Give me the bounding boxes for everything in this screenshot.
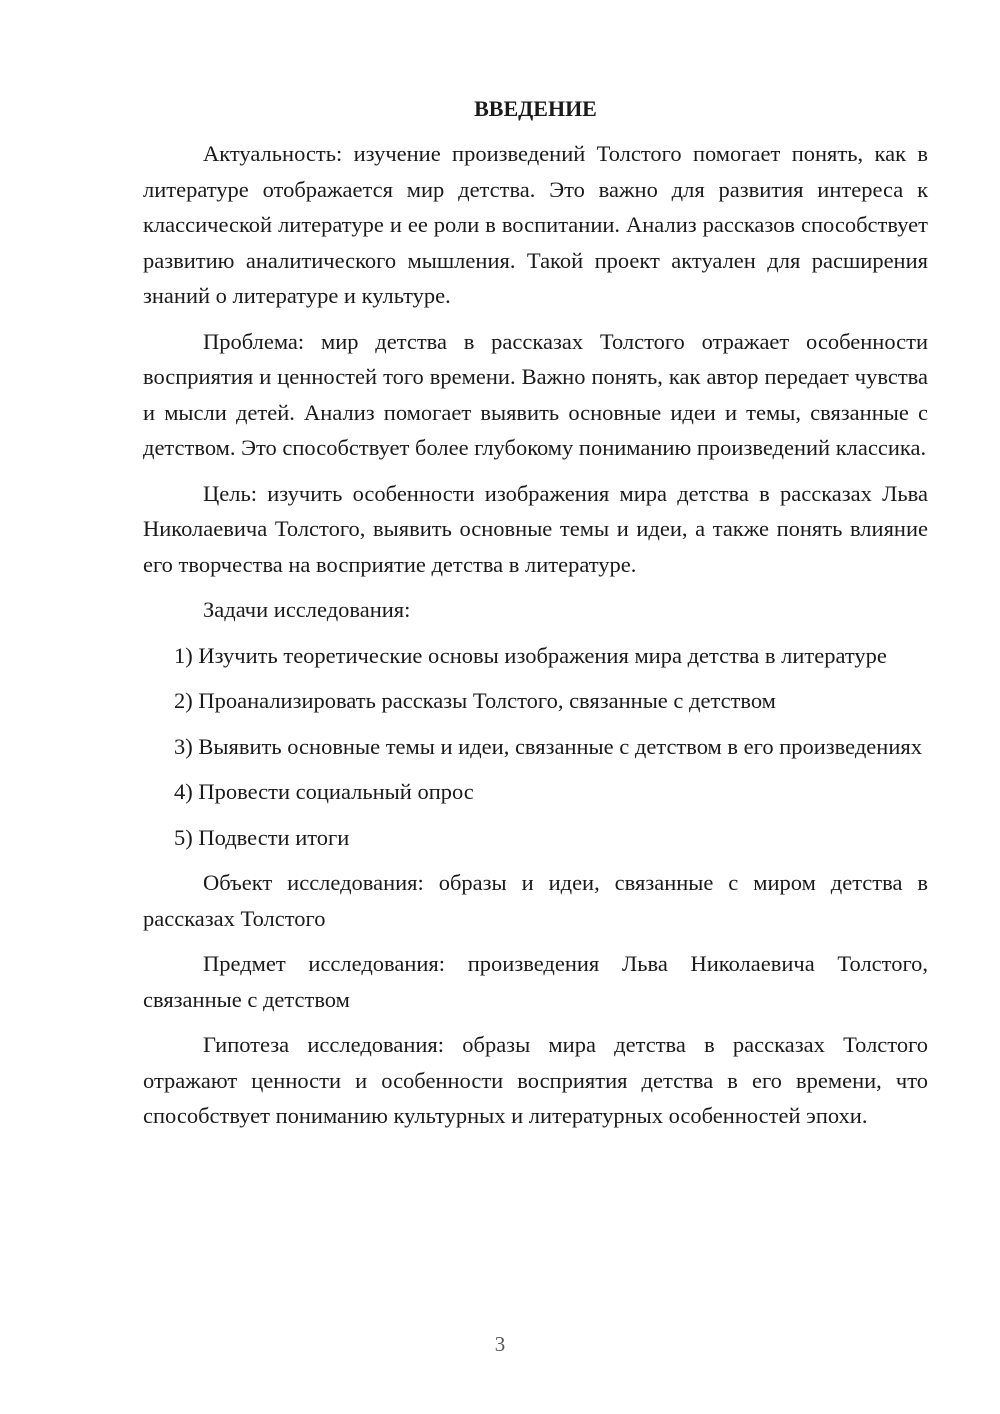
subject-paragraph: Предмет исследования: произведения Льва Николаевича Толстого, связанные с детством [143, 951, 928, 1012]
task-item-3: 3) Выявить основные темы и идеи, связанные с детством в его произведениях [174, 733, 922, 759]
hypothesis-paragraph: Гипотеза исследования: образы мира детства в рассказах Толстого отражают ценности и особенности восприятия детства в его времени, что способствует пониманию культурных и литературных особенностей эпохи. [143, 1032, 928, 1128]
object-paragraph: Объект исследования: образы и идеи, связанные с миром детства в рассказах Толстого [143, 870, 928, 931]
task-item-2: 2) Проанализировать рассказы Толстого, связанные с детством [174, 688, 776, 713]
relevance-paragraph: Актуальность: изучение произведений Толстого помогает понять, как в литературе отображается мир детства. Это важно для развития интереса к классической литературе и ее роли в воспитании. Анализ рассказов способствует развитию аналитического мышления. Такой проект актуален для расширения знаний о литературе и культуре. [143, 141, 928, 308]
tasks-heading: Задачи исследования: [203, 597, 411, 622]
task-item-4: 4) Провести социальный опрос [174, 779, 474, 804]
task-item-5: 5) Подвести итоги [174, 824, 350, 850]
problem-paragraph: Проблема: мир детства в рассказах Толстого отражает особенности восприятия и ценностей того времени. Важно понять, как автор передает чувства и мысли детей. Анализ помогает выявить основные идеи и темы, связанные с детством. Это способствует более глубокому пониманию произведений классика. [143, 328, 928, 460]
section-title: ВВЕДЕНИЕ [474, 96, 597, 121]
document-page [143, 90, 928, 1144]
goal-paragraph: Цель: изучить особенности изображения мира детства в рассказах Льва Николаевича Толстого, выявить основные темы и идеи, а также понять влияние его творчества на восприятие детства в литературе. [143, 480, 928, 577]
page-number: 3 [494, 1332, 506, 1356]
task-item-1: 1) Изучить теоретические основы изображения мира детства в литературе [174, 642, 887, 668]
